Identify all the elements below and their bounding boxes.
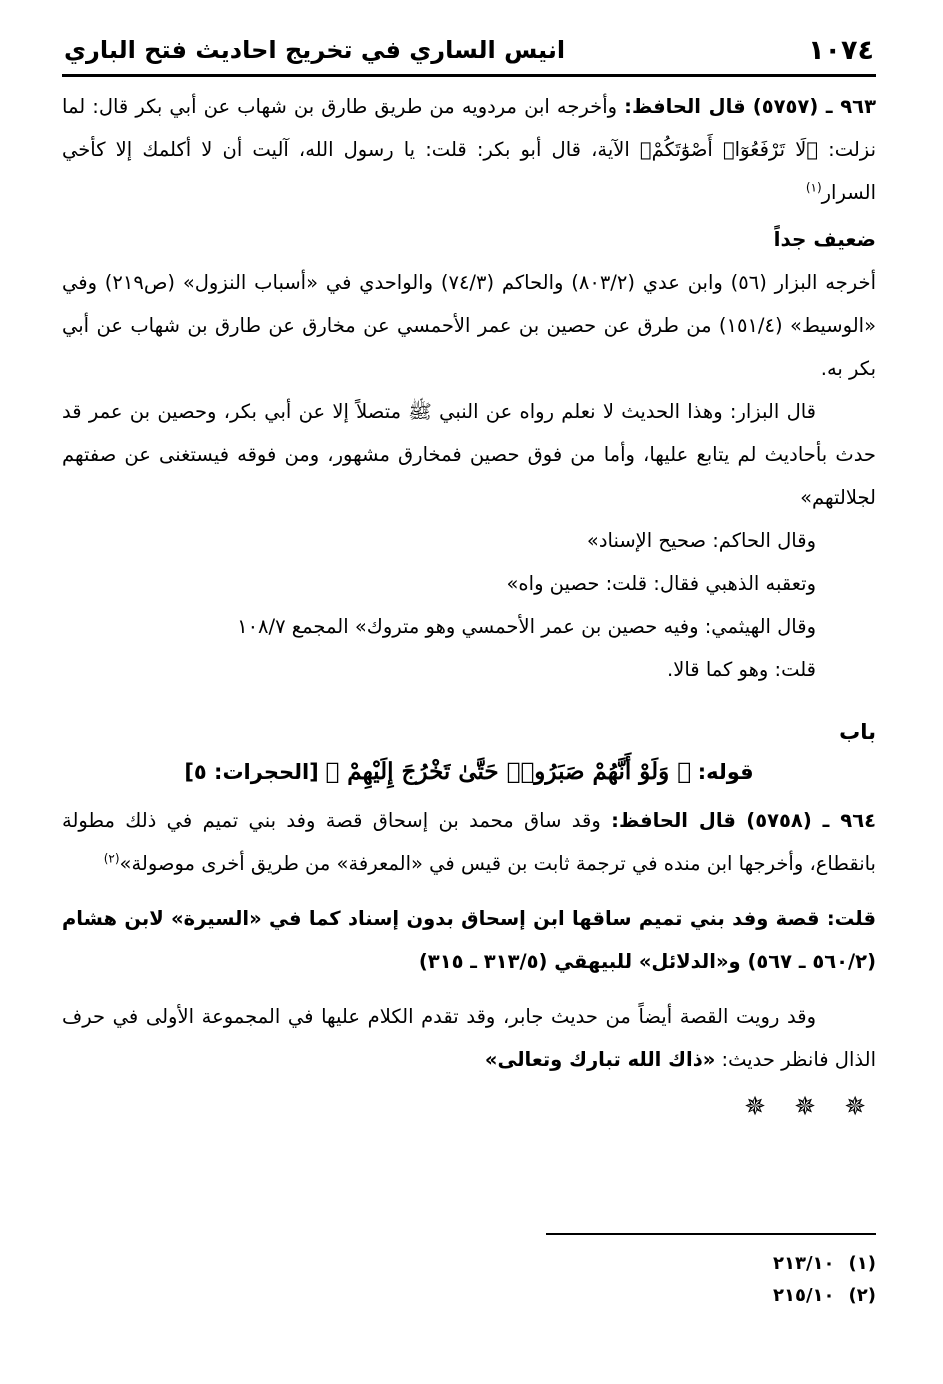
surah-reference: [الحجرات: ٥]: [184, 760, 319, 784]
entry-963-text: وأخرجه ابن مردويه من طريق طارق بن شهاب عن أبي بكر قال: لما نزلت: ﴿لَا تَرْفَعُوٓا۟ أَصْوَٰتَكُمْ﴾ الآية، قال أبو بكر: قلت: يا رسول الله، آليت أن لا أكلمك إلا كأخي السرار: [62, 95, 876, 204]
hakim-line: وقال الحاكم: صحيح الإسناد»: [586, 529, 816, 552]
referenced-hadith: «ذاك الله تبارك وتعالى»: [484, 1048, 716, 1071]
entry-964: [62, 799, 876, 885]
entry-963-number: ٩٦٣ ـ (٥٧٥٧): [752, 95, 876, 118]
footnote-2-text: ٢١٥/١٠: [773, 1285, 835, 1306]
footnote-2-number: (٢): [848, 1285, 876, 1306]
book-title: انيس الساري في تخريج احاديث فتح الباري: [64, 36, 566, 64]
haythami-line: وقال الهيثمي: وفيه حصين بن عمر الأحمسي وهو متروك» المجمع ١٠٨/٧: [237, 615, 816, 638]
takhrij-paragraph: أخرجه البزار (٥٦) وابن عدي (٨٠٣/٢) والحاكم (٧٤/٣) والواحدي في «أسباب النزول» (ص٢١٩) وفي «الوسيط» (١٥١/٤) من طرق عن حصين بن عمر الأحمسي عن مخارق عن طارق بن شهاب عن أبي بكر به.: [62, 271, 876, 380]
footnote-ref-2: (٢): [103, 851, 120, 866]
dhahabi-line: وتعقبه الذهبي فقال: قلت: حصين واه»: [506, 572, 816, 595]
quran-verse: ﴿ وَلَوْ أَنَّهُمْ صَبَرُوا۟ حَتَّىٰ تَخْرُجَ إِلَيْهِمْ ﴾: [325, 758, 692, 785]
page: [62, 30, 877, 1306]
bazzar-paragraph: قال البزار: وهذا الحديث لا نعلم رواه عن النبي ﷺ متصلاً إلا عن أبي بكر، وحصين بن عمر قد حدث بأحاديث لم يتابع عليها، وأما من فوق حصين فمخارق مشهور، ومن فوقه فيستغنى عن صفتهم لجلالتهم»: [62, 400, 876, 509]
final-paragraph: [62, 995, 876, 1081]
hadith-grade: ضعيف جداً: [773, 227, 876, 251]
entry-964-text: وقد ساق محمد بن إسحاق قصة وفد بني تميم في ذلك مطولة بانقطاع، وأخرجها ابن منده في ترجمة ثابت بن قيس في «المعرفة» من طريق أخرى موصولة»: [62, 809, 876, 875]
bab-heading: باب: [839, 720, 876, 744]
page-number: ١٠٧٤: [808, 34, 874, 66]
footnote-1-text: ٢١٣/١٠: [773, 1253, 835, 1274]
running-header: [62, 30, 876, 77]
page-body: [62, 85, 876, 1127]
qultu-paragraph-2: قلت: قصة وفد بني تميم ساقها ابن إسحاق بدون إسناد كما في «السيرة» لابن هشام (٥٦٠/٢ ـ ٥٦٧) و«الدلائل» للبيهقي (٣١٣/٥ ـ ٣١٥): [62, 907, 876, 973]
entry-964-number: ٩٦٤ ـ (٥٧٥٨): [746, 809, 877, 832]
qultu-line-1: قلت: وهو كما قالا.: [667, 658, 816, 681]
entry-963: [62, 85, 876, 214]
entry-964-label: قال الحافظ:: [611, 809, 736, 832]
qawluhu-label: قوله:: [697, 760, 754, 784]
section-ornament: ✵ ✵ ✵: [744, 1092, 876, 1122]
bab-ayah-line: [62, 751, 876, 793]
footnote-2: [773, 1280, 876, 1312]
footnotes: [773, 1248, 876, 1312]
footnote-ref-1: (١): [805, 180, 822, 195]
footnote-1: [773, 1248, 876, 1280]
footnote-divider: [546, 1233, 876, 1235]
entry-963-label: قال الحافظ:: [624, 95, 746, 118]
final-text: وقد رويت القصة أيضاً من حديث جابر، وقد تقدم الكلام عليها في المجموعة الأولى في حرف الذال فانظر حديث:: [62, 1005, 876, 1071]
footnote-1-number: (١): [848, 1253, 876, 1274]
